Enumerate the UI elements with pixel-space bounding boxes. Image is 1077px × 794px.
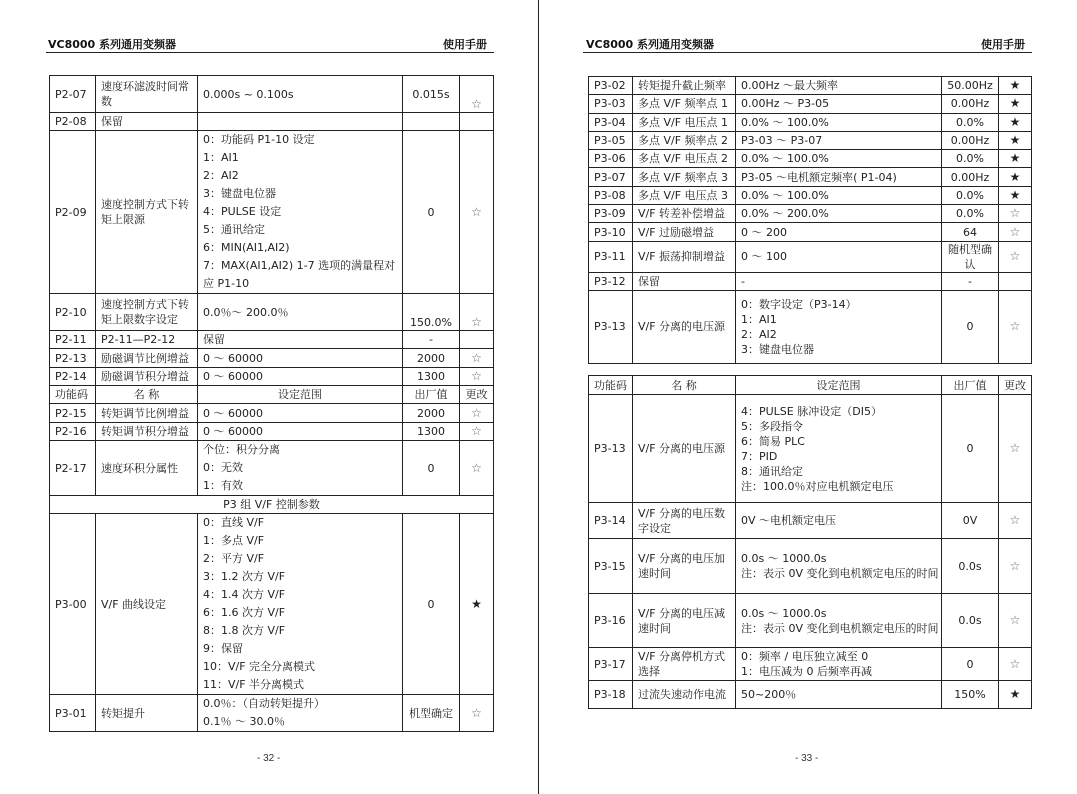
param-range [736, 168, 942, 186]
param-code: P2-09 [50, 131, 96, 294]
param-range [736, 205, 942, 223]
param-default: 64 [942, 223, 999, 241]
param-default: 150.0% [403, 294, 460, 331]
header-manual-label: 使用手册 [443, 38, 487, 51]
range-option: - [741, 274, 745, 288]
range-option: 1：AI1 [741, 312, 777, 326]
range-option: 0.0% ～ 100.0% [741, 188, 829, 202]
param-name: 速度控制方式下转矩上限源 [96, 131, 198, 294]
range-option: 0：功能码 P1-10 设定 [203, 133, 315, 146]
param-code: P2-17 [50, 441, 96, 496]
range-option: 5：多段指令 [741, 419, 803, 433]
param-name: 速度环积分属性 [96, 441, 198, 496]
param-name: V/F 分离的电压减速时间 [633, 594, 736, 648]
param-default: 0.00Hz [942, 95, 999, 113]
star-hollow-icon: ☆ [999, 539, 1032, 594]
param-name: 多点 V/F 频率点 2 [633, 131, 736, 149]
star-filled-icon: ★ [999, 186, 1032, 204]
param-code: P2-10 [50, 294, 96, 331]
range-option: 0V ～电机额定电压 [741, 514, 837, 527]
param-range [198, 331, 403, 349]
param-name: V/F 分离的电压源 [633, 290, 736, 363]
range-option: 0.0% ～ 200.0% [741, 207, 829, 221]
param-default: 0 [403, 514, 460, 695]
range-option: 0：直线 V/F [203, 516, 265, 529]
range-option: 0.00Hz ～ P3-05 [741, 97, 830, 111]
param-row [589, 241, 1032, 272]
range-option: 8：通讯给定 [741, 464, 803, 478]
param-code: P3-16 [589, 594, 633, 648]
param-default: 150% [942, 681, 999, 709]
param-default: 0.00Hz [942, 131, 999, 149]
param-row [589, 681, 1032, 709]
range-option: 注：表示 0V 变化到电机额定电压的时间 [741, 567, 939, 580]
header-code: 功能码 [50, 386, 96, 404]
header-default: 出厂值 [942, 376, 999, 395]
param-code: P3-13 [589, 290, 633, 363]
empty-change-cell [460, 113, 494, 131]
star-hollow-icon: ☆ [460, 76, 494, 113]
param-name: P2-11—P2-12 [96, 331, 198, 349]
param-code: P3-18 [589, 681, 633, 709]
param-row [589, 223, 1032, 241]
param-range [198, 404, 403, 423]
header-change: 更改 [999, 376, 1032, 395]
param-code: P3-02 [589, 77, 633, 95]
header-name: 名 称 [96, 386, 198, 404]
param-default: 2000 [403, 404, 460, 423]
param-name: 多点 V/F 电压点 1 [633, 113, 736, 131]
header-rule [583, 52, 1032, 53]
range-option: 0.000s ~ 0.100s [203, 87, 294, 101]
table-header-row [50, 386, 494, 404]
range-option: 11：V/F 半分离模式 [203, 678, 305, 691]
param-row [50, 404, 494, 423]
param-range [736, 150, 942, 168]
range-option: 0.0s ～ 1000.0s [741, 606, 827, 620]
range-option: 2：平方 V/F [203, 552, 265, 565]
range-option: 注：100.0％对应电机额定电压 [741, 479, 894, 493]
param-name: 转矩提升 [96, 695, 198, 732]
range-option: 0 ～ 200 [741, 225, 787, 239]
param-row [589, 95, 1032, 113]
param-name: V/F 转差补偿增益 [633, 205, 736, 223]
param-range [736, 241, 942, 272]
star-hollow-icon: ☆ [460, 131, 494, 294]
param-default: 0.0% [942, 113, 999, 131]
param-default: 0.0% [942, 150, 999, 168]
param-code: P3-05 [589, 131, 633, 149]
range-option: 10：V/F 完全分离模式 [203, 660, 316, 673]
star-hollow-icon: ☆ [460, 441, 494, 496]
param-name: V/F 分离停机方式选择 [633, 648, 736, 681]
param-range [198, 349, 403, 368]
param-code: P3-14 [589, 503, 633, 539]
range-option: 0 ～ 60000 [203, 425, 263, 438]
header-code: 功能码 [589, 376, 633, 395]
param-name: 保留 [633, 272, 736, 290]
param-table-right-2 [588, 375, 1032, 709]
param-code: P2-14 [50, 368, 96, 386]
param-row [50, 349, 494, 368]
star-filled-icon: ★ [999, 681, 1032, 709]
param-code: P3-13 [589, 395, 633, 503]
range-option: 2：AI2 [741, 327, 777, 341]
param-row [589, 503, 1032, 539]
param-code: P3-11 [589, 241, 633, 272]
param-default: 0 [942, 290, 999, 363]
star-hollow-icon: ☆ [999, 648, 1032, 681]
group-title: P3 组 V/F 控制参数 [50, 496, 494, 514]
param-name: V/F 过励磁增益 [633, 223, 736, 241]
right-page [539, 0, 1077, 794]
param-row [50, 368, 494, 386]
param-default [403, 113, 460, 131]
param-range [736, 131, 942, 149]
param-row [589, 205, 1032, 223]
param-code: P2-11 [50, 331, 96, 349]
param-range [198, 131, 403, 294]
param-name: V/F 曲线设定 [96, 514, 198, 695]
star-hollow-icon: ☆ [999, 205, 1032, 223]
param-range [198, 514, 403, 695]
param-code: P2-07 [50, 76, 96, 113]
range-option: 0 ～ 100 [741, 250, 787, 264]
param-name: 过流失速动作电流 [633, 681, 736, 709]
param-range [736, 186, 942, 204]
range-option: 5：通讯给定 [203, 223, 265, 236]
range-option: P3-03 ～ P3-07 [741, 134, 823, 148]
range-option: 0.00Hz ～最大频率 [741, 79, 839, 93]
range-option: 应 P1-10 [203, 277, 250, 290]
param-row [50, 423, 494, 441]
range-option: 1：AI1 [203, 151, 239, 164]
header-range: 设定范围 [198, 386, 403, 404]
range-option: 3：1.2 次方 V/F [203, 570, 286, 583]
range-option: 0.1％ ～ 30.0％ [203, 715, 285, 728]
param-default: 0.0s [942, 594, 999, 648]
range-option: 0.0s ～ 1000.0s [741, 552, 827, 565]
param-range [198, 368, 403, 386]
param-name: V/F 分离的电压源 [633, 395, 736, 503]
param-range [198, 294, 403, 331]
range-option: 1：电压减为 0 后频率再减 [741, 665, 872, 678]
param-range [736, 594, 942, 648]
range-option: 4：1.4 次方 V/F [203, 588, 286, 601]
range-option: 1：有效 [203, 479, 243, 492]
param-code: P3-17 [589, 648, 633, 681]
star-hollow-icon: ☆ [460, 294, 494, 331]
param-default: 机型确定 [403, 695, 460, 732]
page-number: - 32 - [257, 753, 281, 764]
param-row [589, 272, 1032, 290]
range-option: 个位：积分分离 [203, 443, 280, 456]
header-range: 设定范围 [736, 376, 942, 395]
range-option: 0 ～ 60000 [203, 406, 263, 420]
param-name: V/F 分离的电压数字设定 [633, 503, 736, 539]
param-code: P3-06 [589, 150, 633, 168]
param-range [736, 113, 942, 131]
range-option: 0.0％：（自动转矩提升） [203, 697, 325, 710]
param-name: 转矩提升截止频率 [633, 77, 736, 95]
param-default: - [942, 272, 999, 290]
param-default: - [403, 331, 460, 349]
param-range [198, 423, 403, 441]
star-hollow-icon: ☆ [460, 423, 494, 441]
range-option: 7：MAX(AI1,AI2) 1-7 选项的满量程对 [203, 259, 396, 272]
range-option: 2：AI2 [203, 169, 239, 182]
param-code: P2-16 [50, 423, 96, 441]
param-default: 0 [942, 648, 999, 681]
star-hollow-icon: ☆ [999, 241, 1032, 272]
range-option: 8：1.8 次方 V/F [203, 624, 286, 637]
param-code: P3-01 [50, 695, 96, 732]
header-title: VC8000 系列通用变频器 [586, 38, 715, 51]
param-range [736, 223, 942, 241]
range-option: 6：1.6 次方 V/F [203, 606, 286, 619]
param-range [736, 272, 942, 290]
range-option: 0.0% ～ 100.0% [741, 115, 829, 129]
param-row [589, 395, 1032, 503]
param-range [736, 95, 942, 113]
param-default: 0V [942, 503, 999, 539]
range-option: 0：频率 / 电压独立减至 0 [741, 650, 869, 663]
param-name: 励磁调节积分增益 [96, 368, 198, 386]
header-change: 更改 [460, 386, 494, 404]
range-option: 0：无效 [203, 461, 243, 474]
empty-change-cell [460, 331, 494, 349]
param-code: P3-09 [589, 205, 633, 223]
range-option: 1：多点 V/F [203, 534, 265, 547]
param-range [198, 113, 403, 131]
param-name: 多点 V/F 频率点 1 [633, 95, 736, 113]
param-default: 0.0% [942, 186, 999, 204]
star-hollow-icon: ☆ [999, 503, 1032, 539]
range-option: 4：PULSE 脉冲设定（DI5） [741, 404, 882, 418]
param-range [736, 395, 942, 503]
param-default: 1300 [403, 368, 460, 386]
header-rule [46, 52, 494, 53]
param-name: V/F 分离的电压加速时间 [633, 539, 736, 594]
param-range [198, 695, 403, 732]
param-name: 多点 V/F 频率点 3 [633, 168, 736, 186]
param-code: P2-08 [50, 113, 96, 131]
param-row [589, 77, 1032, 95]
param-range [736, 648, 942, 681]
param-row [50, 294, 494, 331]
param-row [589, 539, 1032, 594]
range-option: 6：简易 PLC [741, 434, 805, 448]
param-table-right-1 [588, 76, 1032, 364]
header-default: 出厂值 [403, 386, 460, 404]
param-code: P3-00 [50, 514, 96, 695]
param-name: 保留 [96, 113, 198, 131]
range-option: 3：键盘电位器 [741, 342, 814, 356]
param-code: P3-15 [589, 539, 633, 594]
param-default: 0 [403, 131, 460, 294]
range-option: 0 ～ 60000 [203, 370, 263, 383]
range-option: 0：数字设定（P3-14） [741, 297, 857, 311]
header-name: 名 称 [633, 376, 736, 395]
param-code: P3-10 [589, 223, 633, 241]
star-filled-icon: ★ [460, 514, 494, 695]
param-name: 转矩调节积分增益 [96, 423, 198, 441]
group-title-row [50, 496, 494, 514]
star-hollow-icon: ☆ [460, 695, 494, 732]
star-hollow-icon: ☆ [999, 594, 1032, 648]
param-row [50, 76, 494, 113]
param-row [589, 648, 1032, 681]
param-default: 2000 [403, 349, 460, 368]
param-range [736, 503, 942, 539]
param-code: P3-07 [589, 168, 633, 186]
param-default: 0.0s [942, 539, 999, 594]
param-name: 励磁调节比例增益 [96, 349, 198, 368]
left-page [0, 0, 538, 794]
param-name: 速度环滤波时间常数 [96, 76, 198, 113]
param-code: P2-13 [50, 349, 96, 368]
star-filled-icon: ★ [999, 113, 1032, 131]
param-range [198, 441, 403, 496]
param-default: 1300 [403, 423, 460, 441]
range-option: 0.0% ～ 100.0% [741, 152, 829, 166]
range-option: 保留 [203, 333, 225, 346]
star-hollow-icon: ☆ [460, 349, 494, 368]
range-option: 3：键盘电位器 [203, 187, 276, 200]
param-default: 随机型确认 [942, 241, 999, 272]
param-code: P3-03 [589, 95, 633, 113]
param-code: P3-12 [589, 272, 633, 290]
param-row [50, 514, 494, 695]
param-range [736, 539, 942, 594]
star-filled-icon: ★ [999, 168, 1032, 186]
range-option: 0 ～ 60000 [203, 351, 263, 365]
param-row [50, 441, 494, 496]
table-header-row [589, 376, 1032, 395]
param-default: 0 [942, 395, 999, 503]
empty-change-cell [999, 272, 1032, 290]
param-default: 50.00Hz [942, 77, 999, 95]
param-range [736, 681, 942, 709]
param-name: 多点 V/F 电压点 3 [633, 186, 736, 204]
param-name: 多点 V/F 电压点 2 [633, 150, 736, 168]
star-hollow-icon: ☆ [999, 290, 1032, 363]
param-code: P2-15 [50, 404, 96, 423]
star-filled-icon: ★ [999, 131, 1032, 149]
param-row [589, 186, 1032, 204]
param-row [589, 113, 1032, 131]
param-row [50, 113, 494, 131]
range-option: 6：MIN(AI1,AI2) [203, 241, 290, 254]
range-option: 7：PID [741, 449, 778, 463]
param-range [736, 290, 942, 363]
param-row [589, 131, 1032, 149]
header-manual-label: 使用手册 [981, 38, 1025, 51]
param-row [589, 594, 1032, 648]
param-code: P3-04 [589, 113, 633, 131]
param-row [589, 168, 1032, 186]
param-row [50, 131, 494, 294]
param-range [736, 77, 942, 95]
range-option: 4：PULSE 设定 [203, 205, 282, 218]
star-hollow-icon: ☆ [460, 368, 494, 386]
param-name: V/F 振荡抑制增益 [633, 241, 736, 272]
param-name: 转矩调节比例增益 [96, 404, 198, 423]
range-option: P3-05 ～电机额定频率( P1-04) [741, 170, 897, 184]
param-range [198, 76, 403, 113]
param-name: 速度控制方式下转矩上限数字设定 [96, 294, 198, 331]
star-filled-icon: ★ [999, 77, 1032, 95]
star-filled-icon: ★ [999, 95, 1032, 113]
param-default: 0.0% [942, 205, 999, 223]
param-row [50, 331, 494, 349]
param-default: 0.00Hz [942, 168, 999, 186]
param-code: P3-08 [589, 186, 633, 204]
star-filled-icon: ★ [999, 150, 1032, 168]
param-row [589, 150, 1032, 168]
range-option: 50~200％ [741, 688, 797, 701]
param-table-left [49, 75, 494, 732]
param-default: 0 [403, 441, 460, 496]
page-number: - 33 - [795, 753, 819, 764]
param-default: 0.015s [403, 76, 460, 113]
header-title: VC8000 系列通用变频器 [48, 38, 177, 51]
star-hollow-icon: ☆ [999, 223, 1032, 241]
range-option: 注：表示 0V 变化到电机额定电压的时间 [741, 621, 939, 635]
star-hollow-icon: ☆ [460, 404, 494, 423]
star-hollow-icon: ☆ [999, 395, 1032, 503]
range-option: 0.0％～ 200.0％ [203, 305, 289, 319]
range-option: 9：保留 [203, 642, 243, 655]
param-row [589, 290, 1032, 363]
param-row [50, 695, 494, 732]
